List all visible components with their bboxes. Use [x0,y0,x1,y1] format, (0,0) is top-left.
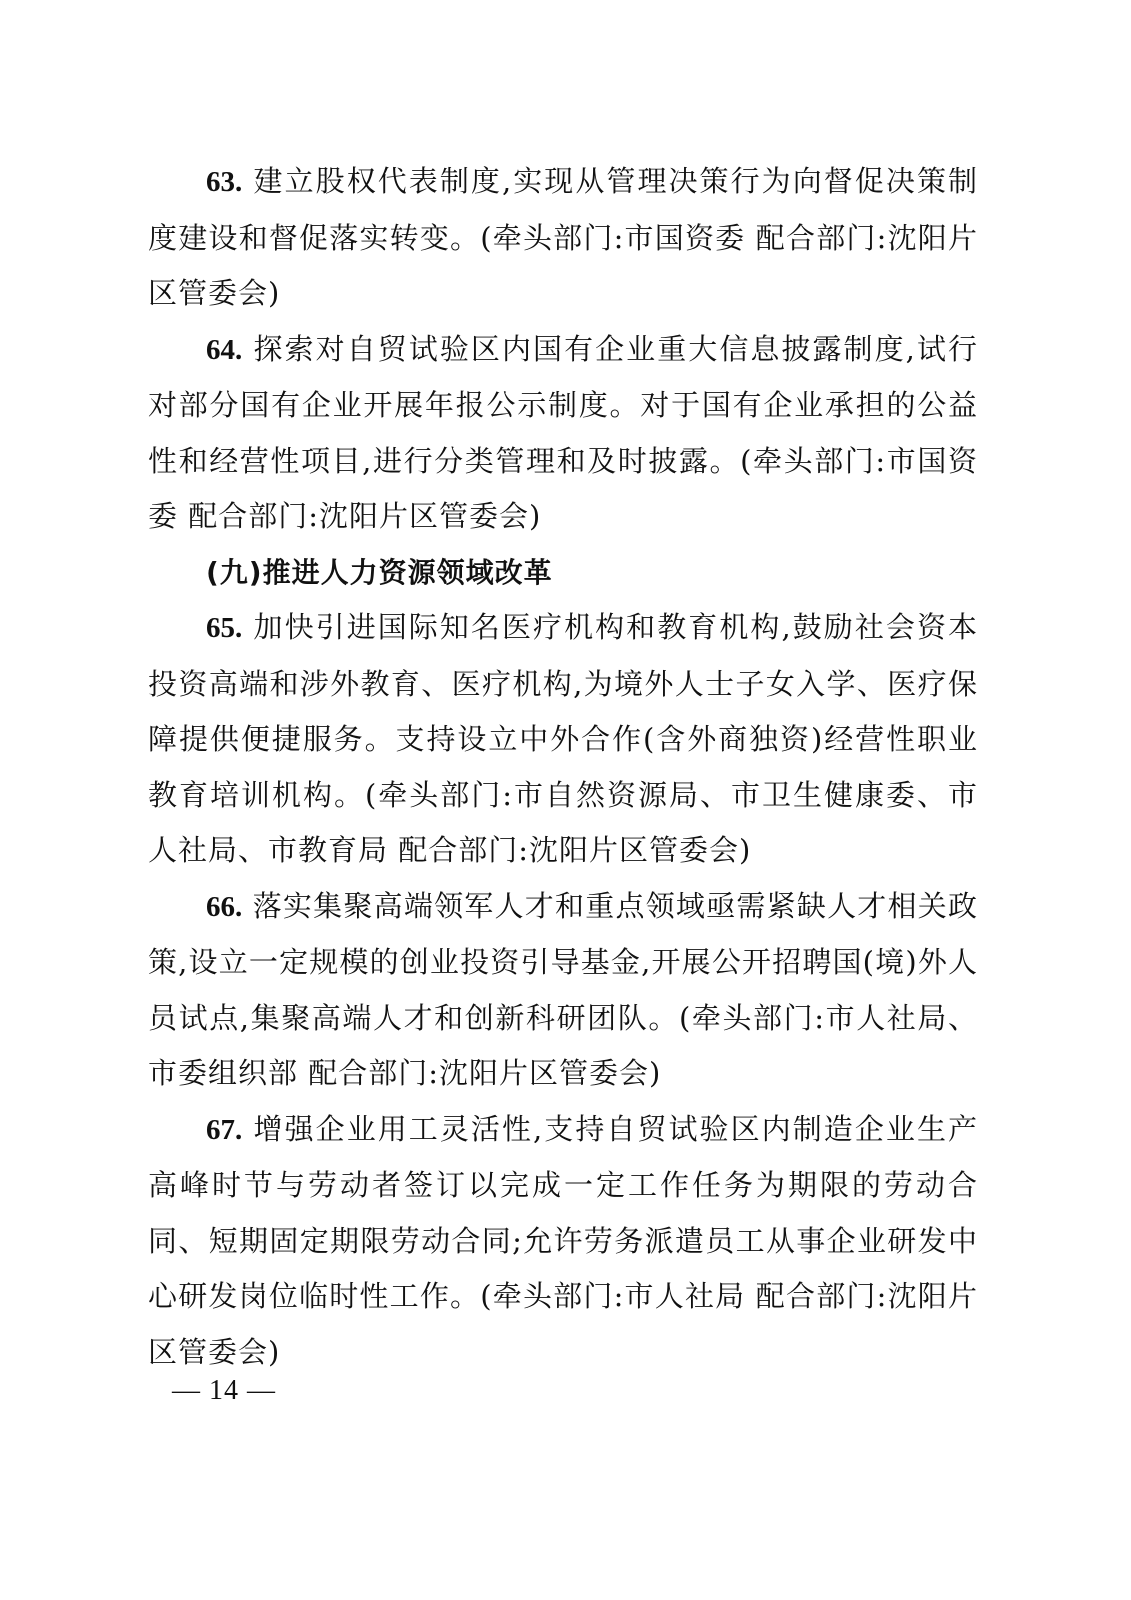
paragraph-text: 增强企业用工灵活性,支持自贸试验区内制造企业生产高峰时节与劳动者签订以完成一定工作任务为期限的劳动合同、短期固定期限劳动合同;允许劳务派遣员工从事企业研发中心研发岗位临时性工作。(牵头部门:市人社局 配合部门:沈阳片区管委会) [148,1111,978,1369]
item-number: 63. [206,166,243,198]
paragraph-text: 落实集聚高端领军人才和重点领域亟需紧缺人才相关政策,设立一定规模的创业投资引导基金,开展公开招聘国(境)外人员试点,集聚高端人才和创新科研团队。(牵头部门:市人社局、市委组织部 配合部门:沈阳片区管委会) [148,888,978,1090]
item-number: 66. [206,890,243,923]
paragraph-66 [148,879,978,1102]
paragraph-63 [148,154,978,322]
paragraph-text: 加快引进国际知名医疗机构和教育机构,鼓励社会资本投资高端和涉外教育、医疗机构,为境外人士子女入学、医疗保障提供便捷服务。支持设立中外合作(含外商独资)经营性职业教育培训机构。(牵头部门:市自然资源局、市卫生健康委、市人社局、市教育局 配合部门:沈阳片区管委会) [148,610,978,867]
section-heading: (九)推进人力资源领域改革 [206,555,553,589]
document-body [148,154,978,1380]
paragraph-text: 探索对自贸试验区内国有企业重大信息披露制度,试行对部分国有企业开展年报公示制度。对于国有企业承担的公益性和经营性项目,进行分类管理和及时披露。(牵头部门:市国资委 配合部门:沈阳片区管委会) [148,331,978,533]
page-number: — 14 — [172,1375,276,1406]
item-number: 64. [206,333,243,366]
item-number: 65. [206,612,243,644]
paragraph-67 [148,1102,978,1381]
paragraph-64 [148,322,978,545]
paragraph-65 [148,600,978,879]
item-number: 67. [206,1113,243,1146]
paragraph-text: 建立股权代表制度,实现从管理决策行为向督促决策制度建设和督促落实转变。(牵头部门:市国资委 配合部门:沈阳片区管委会) [148,164,978,310]
